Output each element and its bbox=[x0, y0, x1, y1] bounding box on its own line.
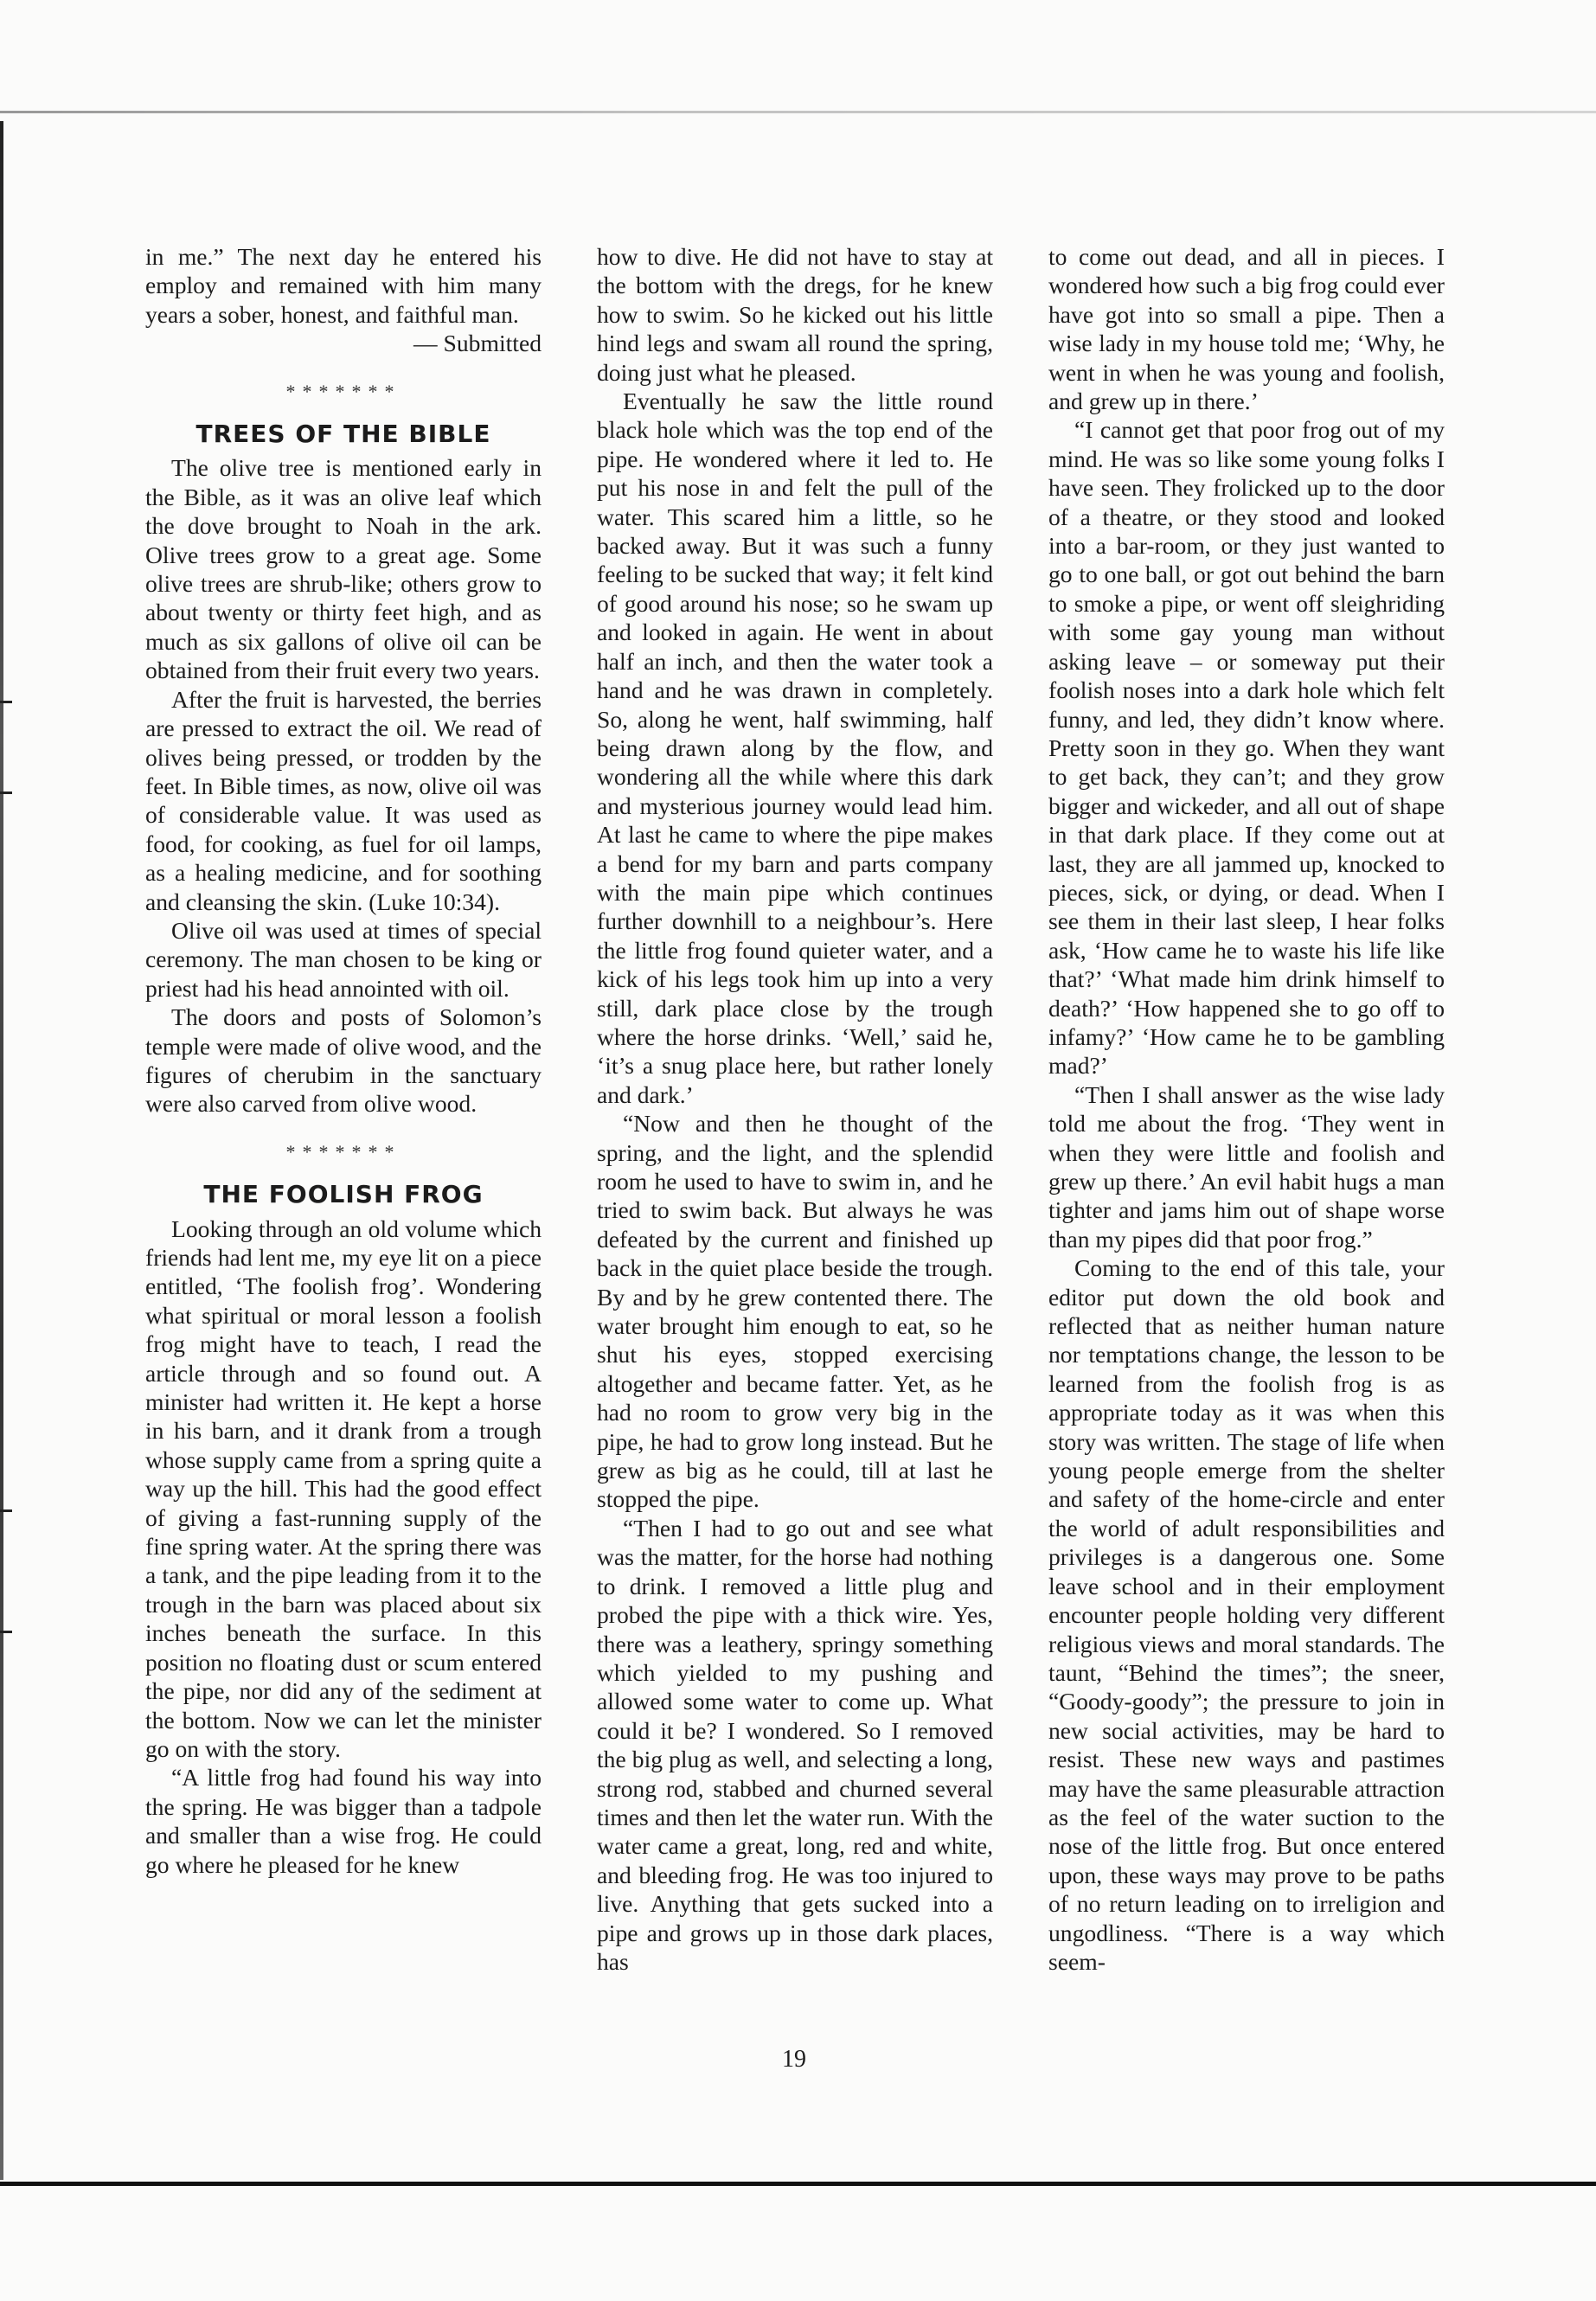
paragraph: Eventually he saw the little round black hole which was the top end of the pipe. He wondered where it led to. He put his nose in and felt the pull of the water. This scared him a little, so he backed away. But it was such a funny feeling to be sucked that way; it felt kind of good around his nose; so he swam up and looked in again. He went in about half an inch, and then the water took a hand and he was drawn in completely. So, along he went, half swimming, half being drawn along by the flow, and wondering all the while where this dark and mysterious journey would lead him. At last he came to where the pipe makes a bend for my barn and parts company with the main pipe which continues further downhill to a neighbour’s. Here the little frog found quieter water, and a kick of his legs took him up into a very still, dark place close by the trough where the horse drinks. ‘Well,’ said he, ‘it’s a snug place here, but rather lonely and dark.’ bbox=[597, 388, 993, 1108]
paragraph: “Then I had to go out and see what was the matter, for the horse had nothing to drink. I removed a little plug and probed the pipe with a thick wire. Yes, there was a leathery, springy something which yielded to my pushing and allowed some water to come up. What could it be? I wondered. So I removed the big plug as well, and selecting a long, strong rod, stabbed and churned several times and then let the water run. With the water came a great, long, red and white, and bleeding frog. He was too injured to live. Anything that gets sucked into a pipe and grows up in those dark places, has bbox=[597, 1514, 993, 1975]
paragraph: Looking through an old volume which friends had lent me, my eye lit on a piece entitled, ‘The foolish frog’. Wondering what spiritual or moral lesson a foolish frog might have to teach, I read the article through and so found out. A minister had written it. He kept a horse in his barn, and it drank from a trough whose supply came from a spring quite a way up the hill. This had the good effect of giving a fast-running supply of the fine spring water. At the spring there was a tank, and the pipe leading from it to the trough in the barn was placed about six inches beneath the surface. In this position no floating dust or scum entered the pipe, nor did any of the sediment at the bottom. Now we can let the minister go on with the story. bbox=[145, 1215, 542, 1762]
magazine-page bbox=[145, 242, 1445, 2073]
byline: — Submitted bbox=[413, 330, 542, 357]
scan-left-edge bbox=[0, 121, 3, 2180]
column-1 bbox=[145, 242, 542, 1879]
scan-tick-mark bbox=[0, 792, 12, 794]
scan-tick-mark bbox=[0, 1509, 12, 1512]
paragraph: The olive tree is mentioned early in the Bible, as it was an olive leaf which the dove brought to Noah in the ark. Olive trees grow to a great age. Some olive trees are shrub-like; others grow to about twenty or thirty feet high, and as much as six gallons of olive oil can be obtained from their fruit every two years. bbox=[145, 454, 542, 684]
column-3 bbox=[1048, 242, 1445, 1976]
scan-tick-mark bbox=[0, 701, 12, 703]
paragraph: Olive oil was used at times of special ceremony. The man chosen to be king or priest had his head annointed with oil. bbox=[145, 916, 542, 1002]
paragraph: “Then I shall answer as the wise lady told me about the frog. ‘They went in when they were little and foolish and grew up there.’ An evil habit hugs a man tighter and jams him out of shape worse than my pipes did that poor frog.” bbox=[1048, 1080, 1445, 1253]
paragraph: to come out dead, and all in pieces. I wondered how such a big frog could ever have got into so small a pipe. Then a wise lady in my house told me; ‘Why, he went in when he was young and foolish, and grew up in there.’ bbox=[1048, 243, 1445, 415]
page-number: 19 bbox=[782, 2046, 806, 2073]
scan-top-edge bbox=[0, 111, 1596, 113]
scan-bottom-edge bbox=[0, 2182, 1596, 2186]
scan-tick-mark bbox=[0, 1631, 12, 1633]
section-divider: ******* bbox=[285, 380, 401, 402]
article-heading: TREES OF THE BIBLE bbox=[195, 420, 491, 449]
paragraph: Coming to the end of this tale, your editor put down the old book and reflected that as neither human nature nor temptations change, the lesson to be learned from the foolish frog is as appropriate today as it was when this story was written. The stage of life when young people emerge from the shelter and safety of the home-circle and enter the world of adult responsibilities and privileges is a dangerous one. Some leave school and in their employment encounter people holding very different religious views and moral standards. The taunt, “Behind the times”; the sneer, “Goody-goody”; the pressure to join in new social activities, may be hard to resist. These new ways and pastimes may have the same pleasurable attraction as the feel of the water suction to the nose of the little frog. But once entered upon, these ways may prove to be paths of no return leading on to irreligion and ungodliness. “There is a way which seem- bbox=[1048, 1254, 1445, 1975]
paragraph: “A little frog had found his way into the spring. He was bigger than a tadpole and smaller than a wise frog. He could go where he pleased for he knew bbox=[145, 1764, 542, 1878]
paragraph: how to dive. He did not have to stay at the bottom with the dregs, for he knew how to swim. So he kicked out his little hind legs and swam all round the spring, doing just what he pleased. bbox=[597, 243, 993, 386]
paragraph: “Now and then he thought of the spring, and the light, and the splendid room he used to have to swim in, and he tried to swim back. But always he was defeated by the current and finished up back in the quiet place beside the trough. By and by he grew contented there. The water brought him enough to eat, so he shut his eyes, stopped exercising altogether and became fatter. Yet, as he had no room to grow very big in the pipe, he had to grow long instead. But he grew as big as he could, till at last he stopped the pipe. bbox=[597, 1110, 993, 1513]
section-divider: ******* bbox=[285, 1140, 401, 1163]
column-2 bbox=[597, 242, 993, 1976]
article-heading: THE FOOLISH FROG bbox=[203, 1180, 484, 1209]
paragraph: “I cannot get that poor frog out of my mind. He was so like some young folks I have seen. They frolicked up to the door of a theatre, or they stood and looked into a bar-room, or they just wanted to go to one ball, or got out behind the barn to smoke a pipe, or went off sleighriding with some gay young man without asking leave – or someway put their foolish noses into a dark hole which felt funny, and led, they didn’t know where. Pretty soon in they go. When they want to get back, they can’t; and they grow bigger and wickeder, and all out of shape in that dark place. If they come out at last, they are all jammed up, knocked to pieces, sick, or dying, or dead. When I see them in their last sleep, I hear folks ask, ‘How came he to waste his life like that?’ ‘What made him drink himself to death?’ ‘How happened she to go off to infamy?’ ‘How came he to be gambling mad?’ bbox=[1048, 416, 1445, 1080]
paragraph: After the fruit is harvested, the berries are pressed to extract the oil. We read of olives being pressed, or trodden by the feet. In Bible times, as now, olive oil was of considerable value. It was used as food, for cooking, as fuel for oil lamps, as a healing medicine, and for soothing and cleansing the skin. (Luke 10:34). bbox=[145, 685, 542, 915]
paragraph: in me.” The next day he entered his employ and remained with him many years a sober, honest, and faithful man. bbox=[145, 243, 542, 328]
paragraph: The doors and posts of Solomon’s temple were made of olive wood, and the figures of cherubim in the sanctuary were also carved from olive wood. bbox=[145, 1003, 542, 1118]
